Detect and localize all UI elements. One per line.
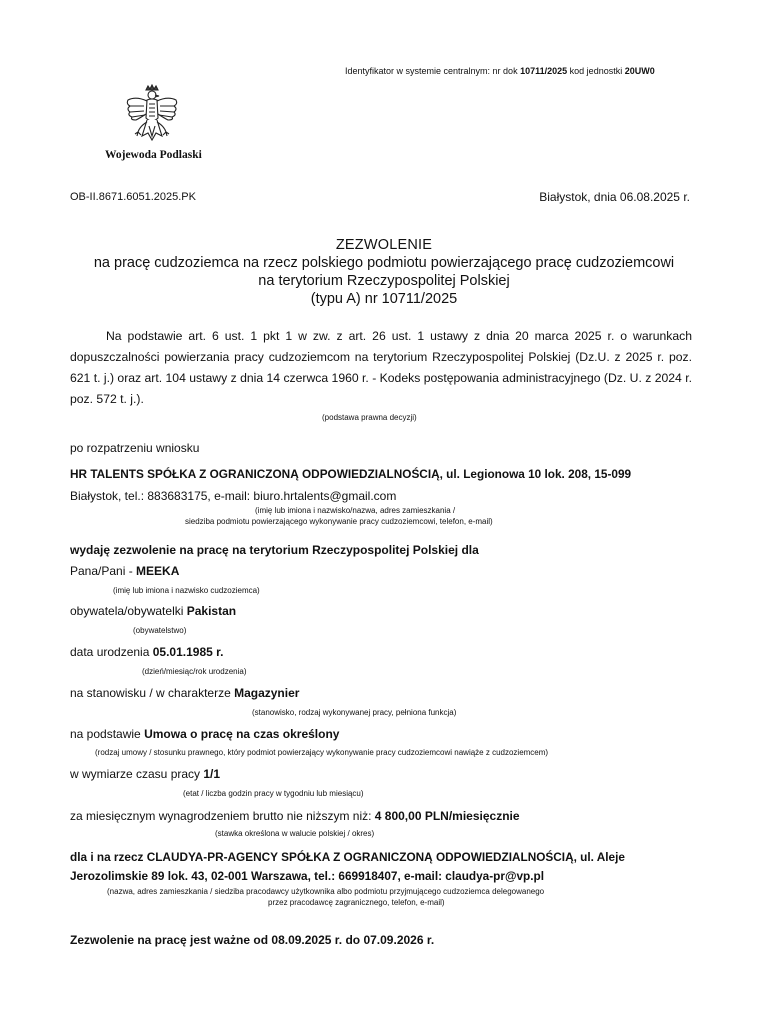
legal-basis-caption: (podstawa prawna decyzji) <box>322 413 417 422</box>
validity-statement: Zezwolenie na pracę jest ważne od 08.09.2025 r. do 07.09.2026 r. <box>70 933 435 947</box>
polish-eagle-emblem-icon <box>122 84 182 148</box>
place-and-date: Białystok, dnia 06.08.2025 r. <box>539 190 690 204</box>
birth-date-value: 05.01.1985 r. <box>152 645 224 659</box>
grant-statement: wydaję zezwolenie na pracę na terytorium Rzeczypospolitej Polskiej dla <box>70 543 479 557</box>
applicant-line-1: HR TALENTS SPÓŁKA Z OGRANICZONĄ ODPOWIEDZIALNOŚCIĄ, ul. Legionowa 10 lok. 208, 15-099 <box>70 467 632 481</box>
working-time-line: w wymiarze czasu pracy 1/1 <box>70 767 221 781</box>
salary-line: za miesięcznym wynagrodzeniem brutto nie niższym niż: 4 800,00 PLN/miesięcznie <box>70 809 520 823</box>
citizenship-line: obywatela/obywatelki Pakistan <box>70 604 237 618</box>
salary-caption: (stawka określona w walucie polskiej / okres) <box>215 829 375 838</box>
applicant-line-2: Białystok, tel.: 883683175, e-mail: biuro.hrtalents@gmail.com <box>70 489 397 503</box>
contract-caption: (rodzaj umowy / stosunku prawnego, który podmiot powierzający wykonywanie pracy cudzoziemcowi nawiąże z cudzoziemcem) <box>95 748 549 757</box>
applicant-caption-2: siedziba podmiotu powierzającego wykonywanie pracy cudzoziemcowi, telefon, e-mail) <box>185 517 493 526</box>
salary-value: 4 800,00 PLN/miesięcznie <box>374 809 520 823</box>
contract-value: Umowa o pracę na czas określony <box>144 727 340 741</box>
citizenship-value: Pakistan <box>186 604 237 618</box>
after-review-text: po rozpatrzeniu wniosku <box>70 441 200 455</box>
foreigner-name-caption: (imię lub imiona i nazwisko cudzoziemca) <box>113 586 260 595</box>
foreigner-name-line: Pana/Pani - MEEKA <box>70 564 180 578</box>
position-caption: (stanowisko, rodzaj wykonywanej pracy, pełniona funkcja) <box>252 708 457 717</box>
user-employer-line-1: dla i na rzecz CLAUDYA-PR-AGENCY SPÓŁKA Z OGRANICZONĄ ODPOWIEDZIALNOŚCIĄ, ul. Aleje <box>70 850 625 864</box>
title-line-3: na terytorium Rzeczypospolitej Polskiej <box>258 273 510 289</box>
birth-date-line: data urodzenia 05.01.1985 r. <box>70 645 224 659</box>
legal-basis-text: Na podstawie art. 6 ust. 1 pkt 1 w zw. z art. 26 ust. 1 ustawy z dnia 20 marca 2025 r. o warunkach dopuszczalności powierzania pracy cudzoziemcom na terytorium Rzeczypospolitej Polskiej (Dz.U. z 2025 r. poz. 621 t. j.) oraz art. 104 ustawy z dnia 14 czerwca 1960 r. - Kodeks postępowania administracyjnego (Dz. U. z 2024 r. poz. 572 t. j.). <box>70 329 692 406</box>
title-main: ZEZWOLENIE <box>335 237 433 253</box>
legal-basis <box>70 326 692 410</box>
title-line-2: na pracę cudzoziemca na rzecz polskiego podmiotu powierzającego pracę cudzoziemcowi <box>93 255 675 271</box>
user-employer-line-2: Jerozolimskie 89 lok. 43, 02-001 Warszawa, tel.: 669918407, e-mail: claudya-pr@vp.pl <box>70 869 544 883</box>
document-title <box>0 236 768 308</box>
citizenship-caption: (obywatelstwo) <box>133 626 187 635</box>
position-line: na stanowisku / w charakterze Magazynier <box>70 686 300 700</box>
contract-line: na podstawie Umowa o pracę na czas określony <box>70 727 340 741</box>
working-time-caption: (etat / liczba godzin pracy w tygodniu lub miesiącu) <box>183 789 364 798</box>
working-time-value: 1/1 <box>203 767 221 781</box>
user-employer-caption-2: przez pracodawcę zagranicznego, telefon, e-mail) <box>268 898 445 907</box>
title-line-4: (typu A) nr 10711/2025 <box>310 291 458 307</box>
issuing-authority: Wojewoda Podlaski <box>105 149 202 161</box>
birth-date-caption: (dzień/miesiąc/rok urodzenia) <box>142 667 247 676</box>
foreigner-name: MEEKA <box>136 564 180 578</box>
user-employer-caption-1: (nazwa, adres zamieszkania / siedziba pracodawcy użytkownika albo podmiotu przyjmującego cudzoziemca delegowanego <box>107 887 545 896</box>
system-identifier: Identyfikator w systemie centralnym: nr dok 10711/2025 kod jednostki 20UW0 <box>345 66 655 76</box>
position-value: Magazynier <box>234 686 300 700</box>
case-signature: OB-II.8671.6051.2025.PK <box>70 191 196 203</box>
applicant-caption-1: (imię lub imiona i nazwisko/nazwa, adres zamieszkania / <box>255 506 456 515</box>
